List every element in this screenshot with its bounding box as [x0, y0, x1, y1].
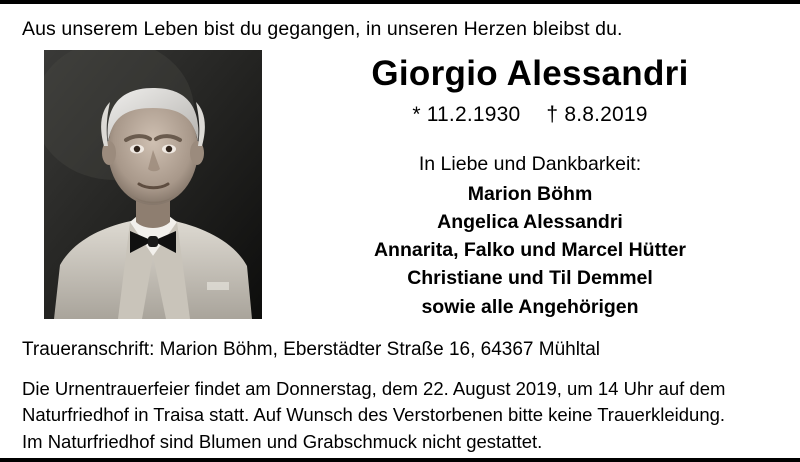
epitaph-text: Aus unserem Leben bist du gegangen, in unseren Herzen bleibst du. — [22, 18, 623, 40]
list-item: Annarita, Falko und Marcel Hütter — [373, 239, 687, 262]
death-date: † 8.8.2019 — [546, 103, 648, 127]
family-list — [280, 180, 780, 320]
ceremony-line: Naturfriedhof in Traisa statt. Auf Wunsch des Verstorbenen bitte keine Trauerkleidung. — [22, 404, 726, 426]
list-item: Marion Böhm — [467, 183, 593, 206]
top-divider — [0, 0, 800, 4]
deceased-name: Giorgio Alessandri — [371, 54, 689, 93]
dedication-line: In Liebe und Dankbarkeit: — [418, 153, 642, 176]
list-item: sowie alle Angehörigen — [421, 295, 639, 318]
list-item: Angelica Alessandri — [437, 211, 623, 234]
ceremony-details — [22, 376, 784, 455]
list-item: Christiane und Til Demmel — [407, 267, 653, 290]
portrait-image — [44, 50, 262, 319]
mourning-address: Traueranschrift: Marion Böhm, Eberstädter Straße 16, 64367 Mühltal — [22, 339, 601, 360]
birth-date: * 11.2.1930 — [412, 103, 521, 127]
life-dates — [280, 103, 780, 127]
bottom-divider — [0, 458, 800, 462]
main-column — [280, 54, 780, 321]
ceremony-line: Die Urnentrauerfeier findet am Donnerstag, dem 22. August 2019, um 14 Uhr auf dem — [22, 378, 726, 399]
ceremony-line: Im Naturfriedhof sind Blumen und Grabschmuck nicht gestattet. — [22, 430, 543, 452]
portrait-photo — [44, 50, 262, 319]
